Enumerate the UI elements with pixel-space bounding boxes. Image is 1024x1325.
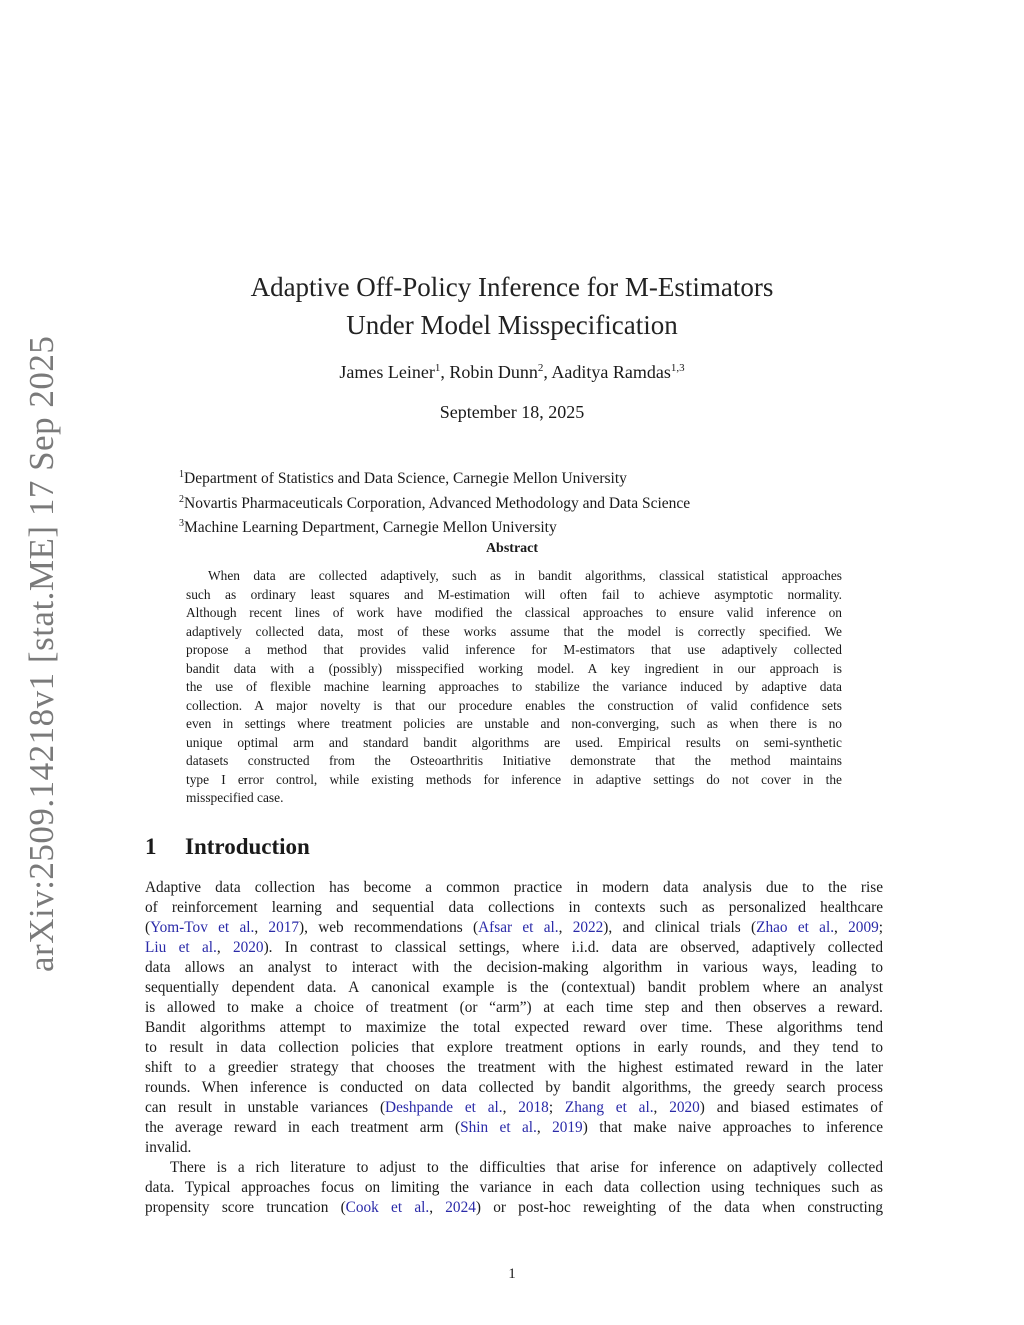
body-line bbox=[145, 1198, 883, 1218]
citation-link[interactable]: 2009 bbox=[848, 919, 879, 936]
body-text-run: sequentially dependent data. A canonical example is the (contextual) bandit problem where an analyst bbox=[145, 979, 883, 996]
affiliation-item bbox=[179, 490, 690, 515]
abstract-line: propose a method that provides valid inference for M-estimators that use adaptively collected bbox=[186, 642, 842, 657]
author-separator: , bbox=[440, 362, 450, 382]
affiliation-text: Department of Statistics and Data Science, Carnegie Mellon University bbox=[184, 470, 627, 488]
body-text-run: , bbox=[254, 919, 269, 936]
abstract-line: unique optimal arm and standard bandit algorithms are used. Empirical results on semi-synthetic bbox=[186, 734, 842, 750]
body-text-run: data allows an analyst to interact with the decision-making algorithm in various ways, leading to bbox=[145, 959, 883, 976]
abstract-line: bandit data with a (possibly) misspecified working model. A key ingredient in our approach is bbox=[186, 660, 842, 676]
body-text-run: can result in unstable variances ( bbox=[145, 1099, 386, 1116]
body-text-run: is allowed to make a choice of treatment (or “arm”) at each time step and then observes a reward. bbox=[145, 999, 883, 1016]
abstract-line: the use of flexible machine learning approaches to stabilize the variance induced by adaptive data bbox=[186, 679, 842, 694]
body-text-run: ( bbox=[145, 919, 151, 936]
citation-link[interactable]: Zhang et al. bbox=[564, 1099, 654, 1116]
body-text-run: the average reward in each treatment arm ( bbox=[145, 1119, 461, 1136]
author-affiliation-mark: 1 bbox=[434, 362, 441, 374]
body-line bbox=[145, 898, 883, 918]
citation-link[interactable]: Afsar et al. bbox=[478, 919, 559, 936]
author-name: Robin Dunn bbox=[449, 362, 538, 382]
affiliation-mark: 1 bbox=[179, 469, 184, 480]
paper-title bbox=[0, 268, 1024, 344]
abstract-line: adaptively collected data, most of these works assume that the model is correctly specified. We bbox=[186, 623, 842, 639]
affiliation-mark: 3 bbox=[179, 518, 184, 530]
body-text-run: ) or post-hoc reweighting of the data when constructing bbox=[475, 1199, 883, 1216]
author-name: James Leiner bbox=[339, 362, 435, 382]
citation-link[interactable]: 2020 bbox=[232, 939, 264, 956]
body-text-run: of reinforcement learning and sequential data collections in contexts such as personalized healthcare bbox=[145, 899, 883, 916]
body-text-run: ) that make naive approaches to inference bbox=[582, 1119, 884, 1136]
citation-link[interactable]: Deshpande et al. bbox=[385, 1099, 503, 1116]
paper-title-line-2: Under Model Misspecification bbox=[346, 310, 678, 340]
author-affiliation-mark: 2 bbox=[537, 362, 544, 374]
author-list bbox=[0, 362, 1024, 383]
section-heading-introduction bbox=[145, 834, 310, 860]
body-text-run: rounds. When inference is conducted on data collected by bandit algorithms, the greedy search process bbox=[145, 1079, 883, 1096]
body-text-run: ; bbox=[548, 1099, 565, 1116]
body-line bbox=[145, 1098, 883, 1118]
abstract-line: misspecified case. bbox=[186, 790, 284, 805]
citation-link[interactable]: Zhao et al. bbox=[756, 919, 835, 936]
body-text-run: propensity score truncation ( bbox=[145, 1199, 346, 1216]
body-line bbox=[145, 1018, 883, 1038]
citation-link[interactable]: Shin et al. bbox=[460, 1119, 537, 1136]
author-affiliation-mark: 1,3 bbox=[670, 362, 685, 374]
body-text-run: , bbox=[558, 919, 573, 936]
author-separator: , bbox=[543, 362, 552, 382]
body-text-run: data. Typical approaches focus on limiting the variance in each data collection using techniques such as bbox=[145, 1179, 883, 1196]
affiliation-item bbox=[179, 514, 690, 539]
body-line bbox=[145, 1138, 883, 1158]
paper-title-line-1: Adaptive Off-Policy Inference for M-Estimators bbox=[250, 272, 774, 302]
body-line bbox=[145, 958, 883, 978]
body-line bbox=[145, 998, 883, 1018]
citation-link[interactable]: 2017 bbox=[268, 919, 300, 936]
abstract-line: collection. A major novelty is that our procedure enables the construction of valid confidence sets bbox=[186, 697, 842, 713]
body-line bbox=[145, 1118, 883, 1138]
body-text-run: , bbox=[216, 939, 233, 956]
abstract-body bbox=[186, 567, 842, 808]
affiliation-list bbox=[179, 465, 690, 539]
abstract-line: datasets constructed from the Osteoarthritis Initiative demonstrate that the method maintains bbox=[186, 753, 842, 768]
introduction-body bbox=[145, 878, 883, 1218]
body-line bbox=[145, 918, 883, 938]
affiliation-text: Novartis Pharmaceuticals Corporation, Advanced Methodology and Data Science bbox=[184, 494, 691, 512]
affiliation-mark: 2 bbox=[179, 493, 184, 505]
page-number: 1 bbox=[508, 1266, 516, 1282]
body-text-run: There is a rich literature to adjust to the difficulties that arise for inference on adaptively collected bbox=[170, 1159, 883, 1176]
body-text-run: ), and clinical trials ( bbox=[603, 919, 757, 936]
citation-link[interactable]: 2018 bbox=[518, 1099, 549, 1116]
body-line bbox=[145, 938, 883, 958]
abstract-line: such as ordinary least squares and M-estimation will often fail to achieve asymptotic normality. bbox=[186, 586, 842, 602]
abstract-heading: Abstract bbox=[485, 541, 539, 556]
body-line bbox=[145, 1178, 883, 1198]
body-line bbox=[145, 1038, 883, 1058]
body-text-run: , bbox=[536, 1119, 553, 1136]
body-text-run: ). In contrast to classical settings, where i.i.d. data are observed, adaptively collected bbox=[263, 939, 883, 956]
body-text-run: Adaptive data collection has become a common practice in modern data analysis due to the rise bbox=[145, 879, 883, 896]
citation-link[interactable]: 2024 bbox=[445, 1199, 476, 1216]
body-text-run: shift to a greedier strategy that chooses the treatment with the highest estimated reward in the later bbox=[145, 1059, 883, 1076]
body-line bbox=[145, 1158, 883, 1178]
author-name: Aaditya Ramdas bbox=[551, 362, 671, 382]
arxiv-identifier-stamp: arXiv:2509.14218v1 [stat.ME] 17 Sep 2025 bbox=[22, 335, 61, 972]
body-line bbox=[145, 978, 883, 998]
body-text-run: , bbox=[429, 1199, 446, 1216]
body-text-run: invalid. bbox=[145, 1139, 192, 1156]
abstract-line: When data are collected adaptively, such as in bandit algorithms, classical statistical approaches bbox=[208, 568, 842, 583]
publication-date: September 18, 2025 bbox=[439, 402, 585, 422]
citation-link[interactable]: Yom-Tov et al. bbox=[150, 919, 255, 936]
affiliation-item bbox=[179, 465, 690, 490]
body-text-run: Bandit algorithms attempt to maximize the total expected reward over time. These algorithms tend bbox=[145, 1019, 883, 1036]
affiliation-text: Machine Learning Department, Carnegie Mellon University bbox=[184, 519, 557, 537]
section-title: Introduction bbox=[185, 834, 310, 859]
abstract-line: even in settings where treatment policies are unstable and non-converging, such as when there is no bbox=[186, 716, 842, 731]
citation-link[interactable]: 2022 bbox=[572, 919, 604, 936]
body-text-run: , bbox=[834, 919, 849, 936]
citation-link[interactable]: Cook et al. bbox=[345, 1199, 430, 1216]
body-line bbox=[145, 1078, 883, 1098]
body-text-run: ; bbox=[878, 919, 883, 936]
citation-link[interactable]: Liu et al. bbox=[145, 939, 217, 956]
body-text-run: ), web recommendations ( bbox=[299, 919, 479, 936]
body-text-run: , bbox=[653, 1099, 670, 1116]
section-number: 1 bbox=[145, 834, 157, 859]
body-line bbox=[145, 878, 883, 898]
body-text-run: ) and biased estimates of bbox=[699, 1099, 883, 1116]
body-text-run: to result in data collection policies that explore treatment options in early rounds, and they tend to bbox=[145, 1039, 883, 1056]
body-text-run: , bbox=[502, 1099, 519, 1116]
citation-link[interactable]: 2019 bbox=[552, 1119, 583, 1136]
abstract-line: type I error control, while existing methods for inference in adaptive settings do not cover in the bbox=[186, 771, 842, 787]
citation-link[interactable]: 2020 bbox=[669, 1099, 700, 1116]
abstract-line: Although recent lines of work have modified the classical approaches to ensure valid inference on bbox=[186, 605, 842, 620]
body-line bbox=[145, 1058, 883, 1078]
